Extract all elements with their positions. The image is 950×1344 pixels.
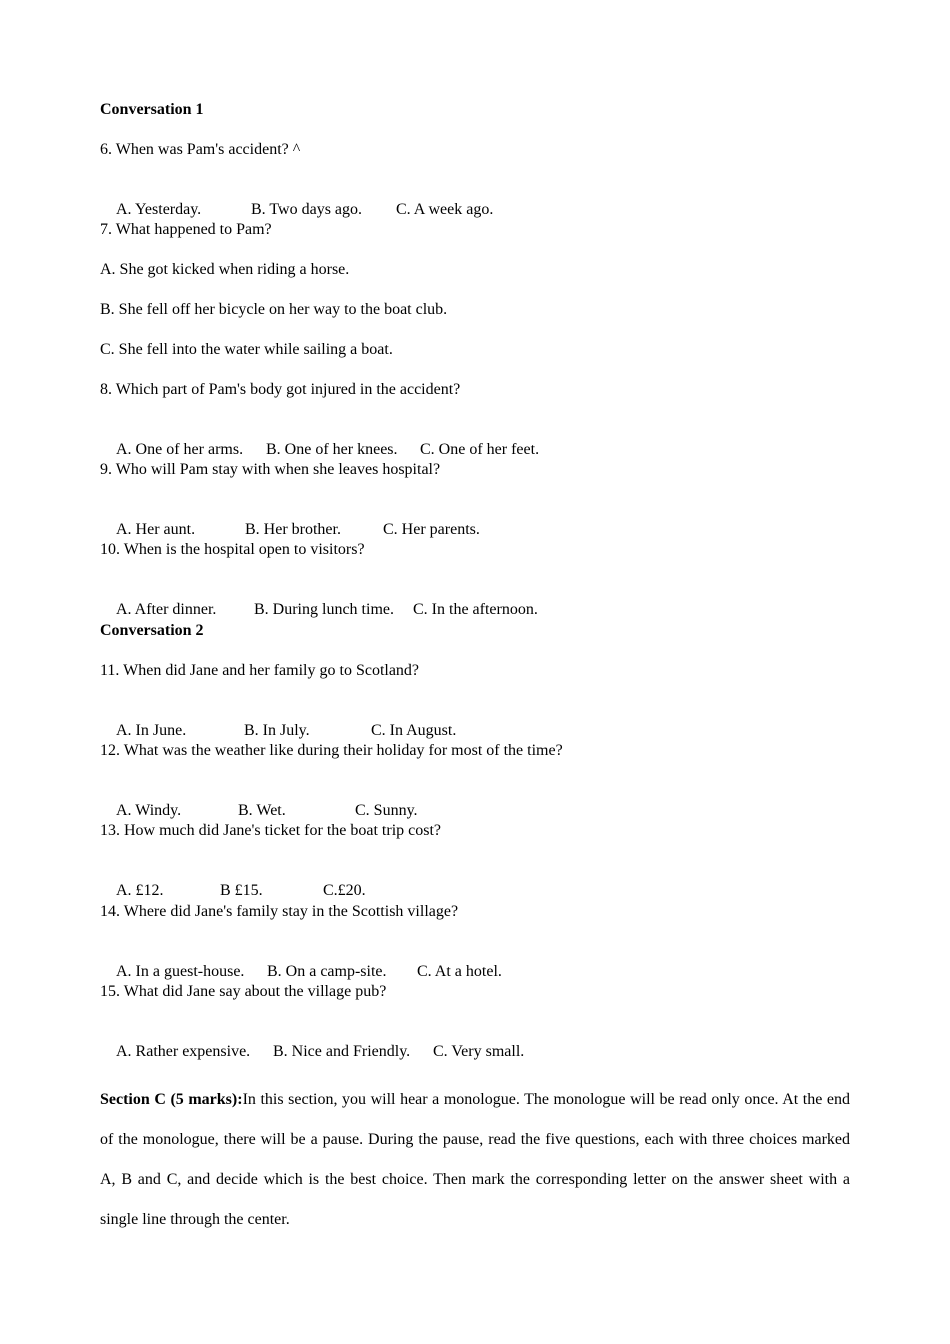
question-7-option-a: A. She got kicked when riding a horse. xyxy=(100,261,350,278)
option-c: C. Her parents. xyxy=(383,521,480,538)
option-b: B. Two days ago. xyxy=(251,201,363,218)
question-10: 10. When is the hospital open to visitors? xyxy=(100,541,365,558)
option-a: A. Her aunt. xyxy=(116,521,196,538)
question-14: 14. Where did Jane's family stay in the Scottish village? xyxy=(100,903,459,920)
question-6: 6. When was Pam's accident? ^ xyxy=(100,141,301,158)
option-b: B £15. xyxy=(220,882,263,899)
question-7: 7. What happened to Pam? xyxy=(100,221,272,238)
option-c: C. A week ago. xyxy=(396,201,494,218)
option-c: C. One of her feet. xyxy=(420,441,540,458)
option-a: A. Windy. xyxy=(116,802,182,819)
option-a: A. £12. xyxy=(116,882,164,899)
option-c: C. Very small. xyxy=(433,1043,525,1060)
option-b: B. Nice and Friendly. xyxy=(273,1043,411,1060)
question-15-options xyxy=(100,1022,524,1082)
option-c: C. In the afternoon. xyxy=(413,601,538,618)
section-c-instructions xyxy=(100,1080,850,1240)
option-a: A. Yesterday. xyxy=(116,201,202,218)
option-a: A. Rather expensive. xyxy=(116,1043,251,1060)
section-c-text: In this section, you will hear a monologue. The monologue will be read only once. At the end of the monologue, there will be a pause. During the pause, read the five questions, each with three choices marked A, B and C, and decide which is the best choice. Then mark the corresponding letter on the answer sheet with a single line through the center. xyxy=(100,1091,851,1228)
option-a: A. One of her arms. xyxy=(116,441,244,458)
option-b: B. In July. xyxy=(244,722,310,739)
option-b: B. Her brother. xyxy=(245,521,341,538)
question-11: 11. When did Jane and her family go to Scotland? xyxy=(100,662,420,679)
question-15: 15. What did Jane say about the village pub? xyxy=(100,983,387,1000)
option-a: A. In a guest-house. xyxy=(116,963,245,980)
question-9: 9. Who will Pam stay with when she leaves hospital? xyxy=(100,461,441,478)
option-c: C.£20. xyxy=(323,882,366,899)
conversation-1-heading: Conversation 1 xyxy=(100,101,204,118)
question-8: 8. Which part of Pam's body got injured in the accident? xyxy=(100,381,461,398)
question-7-option-c: C. She fell into the water while sailing a boat. xyxy=(100,341,393,358)
option-c: C. At a hotel. xyxy=(417,963,502,980)
option-c: C. In August. xyxy=(371,722,457,739)
option-b: B. Wet. xyxy=(238,802,286,819)
option-b: B. During lunch time. xyxy=(254,601,394,618)
option-b: B. On a camp-site. xyxy=(267,963,387,980)
question-7-option-b: B. She fell off her bicycle on her way to the boat club. xyxy=(100,301,448,318)
conversation-2-heading: Conversation 2 xyxy=(100,622,204,639)
section-c-label: Section C (5 marks): xyxy=(100,1091,243,1108)
option-a: A. In June. xyxy=(116,722,187,739)
option-a: A. After dinner. xyxy=(116,601,217,618)
question-12: 12. What was the weather like during their holiday for most of the time? xyxy=(100,742,563,759)
option-b: B. One of her knees. xyxy=(266,441,398,458)
question-13: 13. How much did Jane's ticket for the boat trip cost? xyxy=(100,822,442,839)
option-c: C. Sunny. xyxy=(355,802,418,819)
